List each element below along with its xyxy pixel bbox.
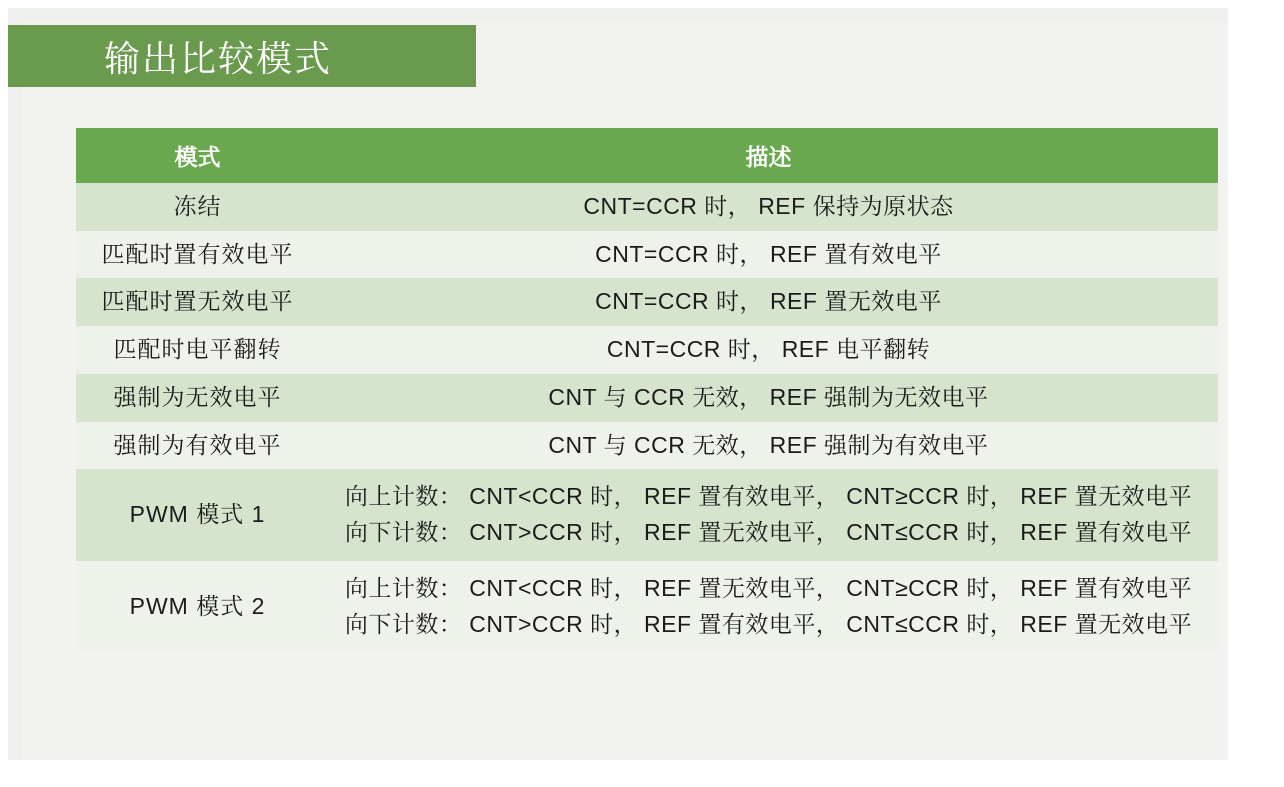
table-row bbox=[76, 561, 1218, 652]
description-line: CNT=CCR 时， REF 电平翻转 bbox=[606, 336, 931, 363]
table-row bbox=[76, 326, 1218, 374]
page-title: 输出比较模式 bbox=[104, 37, 333, 79]
cell-description bbox=[319, 374, 1218, 422]
table-header-row bbox=[76, 128, 1218, 183]
description-line: 向下计数： CNT>CCR 时， REF 置有效电平， CNT≤CCR 时， REF 置无效电平 bbox=[344, 610, 1193, 637]
table-header bbox=[76, 128, 1218, 183]
cell-mode: 冻结 bbox=[76, 183, 319, 231]
cell-mode: 匹配时置有效电平 bbox=[76, 231, 319, 279]
description-line: CNT=CCR 时， REF 置有效电平 bbox=[595, 240, 942, 267]
description-line: 向下计数： CNT>CCR 时， REF 置无效电平， CNT≤CCR 时， REF 置有效电平 bbox=[344, 519, 1193, 546]
cell-mode: 匹配时电平翻转 bbox=[76, 326, 319, 374]
description-line: CNT=CCR 时， REF 置无效电平 bbox=[595, 288, 942, 315]
cell-description bbox=[319, 231, 1218, 279]
description-line: CNT 与 CCR 无效， REF 强制为有效电平 bbox=[548, 431, 989, 458]
slide-title-bar bbox=[8, 25, 476, 87]
table-row bbox=[76, 374, 1218, 422]
cell-mode: PWM 模式 1 bbox=[76, 469, 319, 560]
table-row bbox=[76, 278, 1218, 326]
table-row bbox=[76, 422, 1218, 470]
table-row bbox=[76, 183, 1218, 231]
description-line: 向上计数： CNT<CCR 时， REF 置无效电平， CNT≥CCR 时， REF 置有效电平 bbox=[344, 574, 1193, 601]
table-row bbox=[76, 469, 1218, 560]
cell-description bbox=[319, 561, 1218, 652]
table-row bbox=[76, 231, 1218, 279]
cell-description bbox=[319, 326, 1218, 374]
right-margin bbox=[1228, 0, 1284, 787]
description-line: CNT 与 CCR 无效， REF 强制为无效电平 bbox=[548, 383, 989, 410]
bottom-margin bbox=[0, 760, 1284, 787]
cell-description bbox=[319, 422, 1218, 470]
table-body bbox=[76, 183, 1218, 652]
cell-mode: 强制为无效电平 bbox=[76, 374, 319, 422]
output-compare-mode-table bbox=[76, 128, 1218, 652]
column-header-mode: 模式 bbox=[76, 128, 319, 183]
description-line: 向上计数： CNT<CCR 时， REF 置有效电平， CNT≥CCR 时， REF 置无效电平 bbox=[344, 483, 1193, 510]
cell-mode: 匹配时置无效电平 bbox=[76, 278, 319, 326]
cell-description bbox=[319, 278, 1218, 326]
cell-description bbox=[319, 183, 1218, 231]
description-line: CNT=CCR 时， REF 保持为原状态 bbox=[583, 193, 954, 219]
cell-description bbox=[319, 469, 1218, 560]
cell-mode: PWM 模式 2 bbox=[76, 561, 319, 652]
column-header-description: 描述 bbox=[319, 128, 1218, 183]
cell-mode: 强制为有效电平 bbox=[76, 422, 319, 470]
